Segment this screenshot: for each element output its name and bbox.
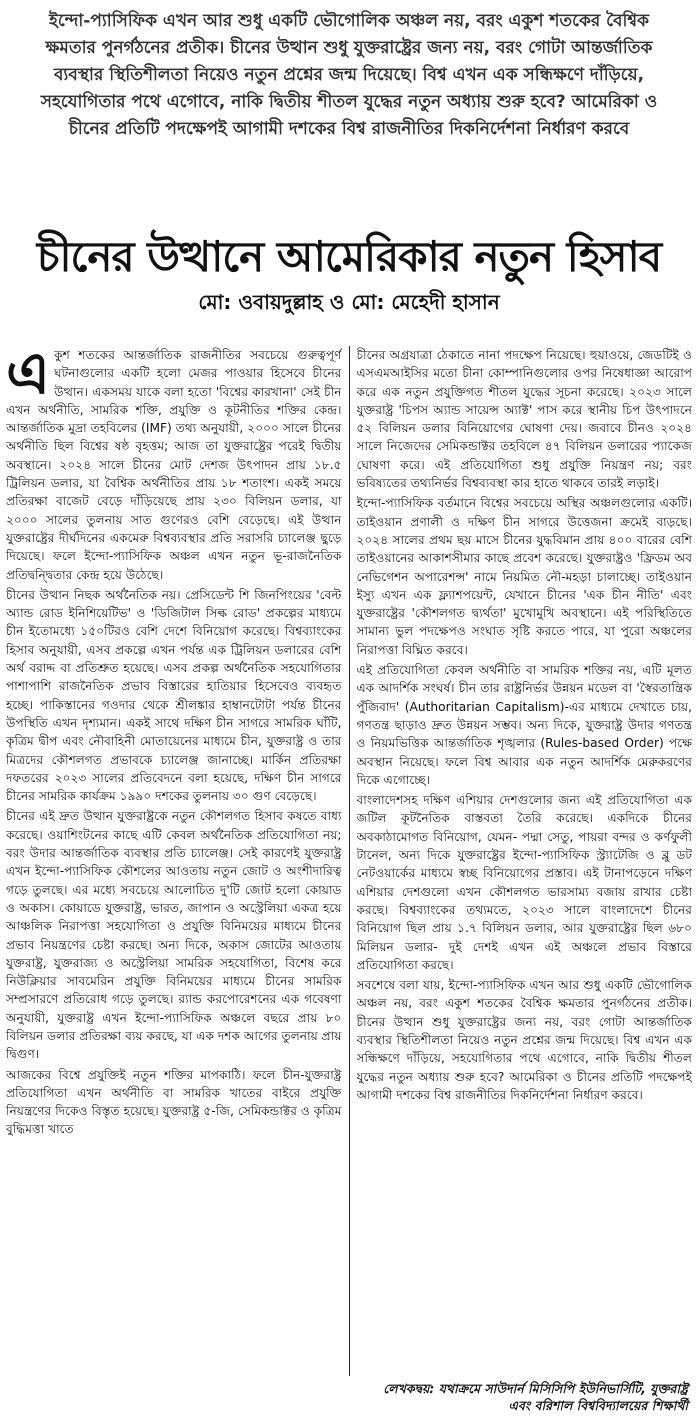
article-paragraph: চীনের এই দ্রুত উত্থান যুক্তরাষ্ট্রকে নতুন কৌশলগত হিসাব কষতে বাধ্য করেছে। ওয়াশিংটনের কাছে এটি কেবল অর্থনৈতিক প্রতিযোগিতা নয়; বরং উদার আন্তর্জাতিক ব্যবস্থার প্রতি চ্যালেঞ্জ। সেই কারণেই যুক্তরাষ্ট্র এখন ইন্দো-প্যাসিফিক কৌশলের আওতায় নতুন জোট ও অংশীদারিত্ব গড়ে তুলছে। এর মধ্যে সবচেয়ে আলোচিত দু'টি জোট হলো কোয়াড ও অকাস। কোয়াডে যুক্তরাষ্ট্র, ভারত, জাপান ও অস্ট্রেলিয়া একত্র হয়ে আঞ্চলিক নিরাপত্তা সহযোগিতা ও প্রযুক্তি বিনিময়ের মাধ্যমে চীনের প্রভাব নিয়ন্ত্রণের চেষ্টা করছে। অন্য দিকে, অকাস জোটের আওতায় যুক্তরাষ্ট্র, যুক্তরাজ্য ও অস্ট্রেলিয়া সামরিক সহযোগিতা, বিশেষ করে নিউক্লিয়ার সাবমেরিন প্রযুক্তি বিনিময়ের মাধ্যমে চীনের সামরিক সম্প্রসারণে প্রতিরোধ গড়ে তুলছে। র‍্যান্ড করপোরেশনের এক গবেষণা অনুযায়ী, যুক্তরাষ্ট্র এখন ইন্দো-প্যাসিফিক অঞ্চলে বছরে প্রায় ৮০ বিলিয়ন ডলার প্রতিরক্ষা ব্যয় করছে, যা এক দশক আগের তুলনায় প্রায় দ্বিগুণ।: [6, 809, 342, 1062]
article-paragraph: সবশেষে বলা যায়, ইন্দো-প্যাসিফিক এখন আর শুধু একটি ভৌগোলিক অঞ্চল নয়, বরং একুশ শতকের বৈশ্বিক ক্ষমতার পুনর্গঠনের প্রতীক। চীনের উত্থান শুধু যুক্তরাষ্ট্রের জন্য নয়, বরং গোটা আন্তর্জাতিক ব্যবস্থার স্থিতিশীলতা নিয়েও নতুন প্রশ্নের জন্ম দিয়েছে। বিশ্ব এখন এক সন্ধিক্ষণে দাঁড়িয়ে, সহযোগিতার পথে এগোবে, নাকি দ্বিতীয় শীতল যুদ্ধের নতুন অধ্যায় শুরু হবে? আমেরিকা ও চীনের প্রতিটি পদক্ষেপই আগামী দশকের বিশ্ব রাজনীতির দিকনির্দেশনা নির্ধারণ করবে।: [356, 978, 692, 1102]
column-right: [357, 346, 693, 1376]
drop-cap: এ: [6, 346, 51, 407]
article-paragraph: চীনের অগ্রযাত্রা ঠেকাতে নানা পদক্ষেপ নিয়েছে। হুয়াওয়ে, জেডটিই ও এসএমআইসির মতো চীনা কোম্পানিগুলোর ওপর নিষেধাজ্ঞা আরোপ করে এক নতুন প্রযুক্তিগত শীতল যুদ্ধের সূচনা করেছে। ২০২৩ সালে যুক্তরাষ্ট্র 'চিপস অ্যান্ড সায়েন্স অ্যাক্ট' পাস করে স্থানীয় চিপ উৎপাদনে ৫২ বিলিয়ন ডলার বিনিয়োগের ঘোষণা দেয়। জবাবে চীনও ২০২৪ সালে নিজেদের সেমিকন্ডাক্টর তহবিলে ৪৭ বিলিয়ন ডলারের প্যাকেজ ঘোষণা করে। এই প্রতিযোগিতা শুধু প্রযুক্তি নিয়ন্ত্রণ নয়; বরং ভবিষ্যতের তথ্যনির্ভর বিশ্বব্যবস্থা কার হাতে থাকবে তারই লড়াই।: [356, 348, 692, 491]
article-paragraph: চীনের উত্থান নিছক অর্থনৈতিক নয়। প্রেসিডেন্ট শি জিনপিংয়ের 'বেল্ট অ্যান্ড রোড ইনিশিয়েটিভ' ও 'ডিজিটাল সিল্ক রোড' প্রকল্পের মাধ্যমে চীন ইতোমধ্যে ১৫০টিরও বেশি দেশে বিনিয়োগ করেছে। বিশ্বব্যাংকের হিসাব অনুযায়ী, এসব প্রকল্পে এখন পর্যন্ত এক ট্রিলিয়ন ডলারের বেশি অর্থ বরাদ্দ বা প্রতিশ্রুত হয়েছে। এসব প্রকল্প অর্থনৈতিক সহযোগিতার পাশাপাশি রাজনৈতিক প্রভাব বিস্তারের হাতিয়ার হিসেবেও ব্যবহৃত হচ্ছে। পাকিস্তানের গওদার থেকে শ্রীলঙ্কার হাম্বানটোটা পর্যন্ত চীনের উপস্থিতি এখন দৃশ্যমান। একই সাথে দক্ষিণ চীন সাগরে সামরিক ঘাঁটি, কৃত্রিম দ্বীপ এবং নৌবাহিনী মোতায়েনের মাধ্যমে চীন, যুক্তরাষ্ট্র ও তার মিত্রদের কৌশলগত প্রভাবকে চ্যালেঞ্জ জানাচ্ছে। মার্কিন প্রতিরক্ষা দফতরের ২০২৩ সালের প্রতিবেদনে বলা হয়েছে, দক্ষিণ চীন সাগরে চীনের সামরিক কার্যক্রম ১৯৯০ দশকের তুলনায় ৩০ গুণ বেড়েছে।: [6, 587, 342, 804]
article-paragraph: এই প্রতিযোগিতা কেবল অর্থনীতি বা সামরিক শক্তির নয়, এটি মূলত এক আদর্শিক সংঘর্ষ। চীন তার রাষ্ট্রনির্ভর উন্নয়ন মডেল বা 'স্বৈরতান্ত্রিক পুঁজিবাদ' (Authoritarian Capitalism)-এর মাধ্যমে দেখাতে চায়, গণতন্ত্র ছাড়াও দ্রুত উন্নয়ন সম্ভব। অন্য দিকে, যুক্তরাষ্ট্র উদার গণতন্ত্র ও নিয়মভিত্তিক আন্তর্জাতিক শৃঙ্খলার (Rules-based Order) পক্ষে অবস্থান নিয়েছে। ফলে বিশ্ব আবার এক নতুন আদর্শিক মেরুকরণের দিকে এগোচ্ছে।: [356, 663, 692, 787]
paragraph-text: কুশ শতকের আন্তর্জাতিক রাজনীতির সবচেয়ে গুরুত্বপূর্ণ ঘটনাগুলোর একটি হলো মেজর পাওয়ার হিসেবে চীনের উত্থান। একসময় যাকে বলা হতো 'বিশ্বের কারখানা' সেই চীন এখন অর্থনীতি, সামরিক শক্তি, প্রযুক্তি ও কূটনীতির শক্তির কেন্দ্র। আন্তর্জাতিক মুদ্রা তহবিলের (IMF) তথ্য অনুযায়ী, ২০০০ সালে চীনের অর্থনীতি ছিল বিশ্বের ষষ্ঠ বৃহত্তম; আজ তা যুক্তরাষ্ট্রের পরেই দ্বিতীয় অবস্থানে। ২০২৪ সালে চীনের মোট দেশজ উৎপাদন প্রায় ১৮.৫ ট্রিলিয়ন ডলার, যা বৈশ্বিক অর্থনীতির প্রায় ১৮ শতাংশ। একই সময়ে প্রতিরক্ষা বাজেট বেড়ে দাঁড়িয়েছে প্রায় ২৩০ বিলিয়ন ডলার, যা ২০০০ সালের তুলনায় সাত গুণেরও বেশি বেড়েছে। এই উত্থান যুক্তরাষ্ট্রের দীর্ঘদিনের একমেরু বিশ্বব্যবস্থার প্রতি সরাসরি চ্যালেঞ্জ ছুড়ে দিয়েছে। ফলে ইন্দো-প্যাসিফিক অঞ্চল এখন নতুন ভূ-রাজনৈতিক প্রতিদ্বন্দ্বিতার কেন্দ্র হয়ে উঠেছে।: [6, 348, 342, 582]
column-left: [6, 346, 342, 1376]
headline: চীনের উত্থানে আমেরিকার নতুন হিসাব: [36, 232, 662, 281]
article-paragraph: বাংলাদেশসহ দক্ষিণ এশিয়ার দেশগুলোর জন্য এই প্রতিযোগিতা এক জটিল কূটনৈতিক বাস্তবতা তৈরি করেছে। একদিকে চীনের অবকাঠামোগত বিনিয়োগ, যেমন- পদ্মা সেতু, পায়রা বন্দর ও কর্ণফুলী টানেল, অন্য দিকে যুক্তরাষ্ট্রের ইন্দো-প্যাসিফিক স্ট্র্যাটেজি ও ব্লু ডট নেটওয়ার্কের মাধ্যমে স্বচ্ছ বিনিয়োগের প্রস্তাব। এই টানাপড়েনে দক্ষিণ এশিয়ার দেশগুলো এখন কৌশলগত ভারসাম্য বজায় রাখার চেষ্টা করছে। বিশ্বব্যাংকের তথ্যমতে, ২০২৩ সালে বাংলাদেশে চীনের বিনিয়োগ ছিল প্রায় ১.৭ বিলিয়ন ডলার, আর যুক্তরাষ্ট্রের ছিল ৬৮০ মিলিয়ন ডলার- দুই দেশই এখন এই অঞ্চলে প্রভাব বিস্তারে প্রতিযোগিতা করছে।: [356, 793, 692, 972]
article-paragraph: ইন্দো-প্যাসিফিক বর্তমানে বিশ্বের সবচেয়ে অস্থির অঞ্চলগুলোর একটি। তাইওয়ান প্রণালী ও দক্ষিণ চীন সাগরে উত্তেজনা ক্রমেই বাড়ছে। ২০২৪ সালের প্রথম ছয় মাসে চীনের যুদ্ধবিমান প্রায় ৪০০ বারের বেশি তাইওয়ানের আকাশসীমার কাছে প্রবেশ করেছে। যুক্তরাষ্ট্রও 'ফ্রিডম অব নেভিগেশন অপারেশন্স' নামে নিয়মিত নৌ-মহড়া চালাচ্ছে। তাইওয়ান ইস্যু এখন এক ফ্ল্যাশপয়েন্ট, যেখানে চীনের 'এক চীন নীতি' এবং যুক্তরাষ্ট্রের 'কৌশলগত দ্ব্যর্থতা' মুখোমুখি অবস্থানে। এই পরিস্থিতিতে সামান্য ভুল পদক্ষেপও সংঘাত সৃষ্টি করতে পারে, যা পুরো অঞ্চলের নিরাপত্তা বিঘ্নিত করবে।: [356, 496, 692, 657]
article-paragraph: [6, 346, 342, 584]
article-paragraph: আজকের বিশ্বে প্রযুক্তিই নতুন শক্তির মাপকাঠি। ফলে চীন-যুক্তরাষ্ট্র প্রতিযোগিতা এখন অর্থনীতি বা সামরিক খাতের বাইরে প্রযুক্তি নিয়ন্ত্রণের দিকেও বিস্তৃত হয়েছে। যুক্তরাষ্ট্র ৫-জি, সেমিকন্ডাক্টর ও কৃত্রিম বুদ্ধিমত্তা খাতে: [6, 1067, 342, 1137]
author-text: যথাক্রমে সাউদার্ন মিসিসিপি ইউনিভার্সিটি, যুক্তরাষ্ট্র এবং বরিশাল বিশ্ববিদ্যালয়ের শিক্ষার্থী: [438, 1381, 688, 1413]
author-note: [358, 1380, 688, 1414]
author-label: লেখকদ্বয়:: [383, 1381, 435, 1396]
article-columns: [6, 346, 692, 1376]
byline: মো: ওবায়দুল্লাহ ও মো: মেহেদী হাসান: [198, 290, 500, 314]
column-divider: [349, 346, 350, 1376]
intro-blurb: ইন্দো-প্যাসিফিক এখন আর শুধু একটি ভৌগোলিক অঞ্চল নয়, বরং একুশ শতকের বৈশ্বিক ক্ষমতার পুনর্গঠনের প্রতীক। চীনের উত্থান শুধু যুক্তরাষ্ট্রের জন্য নয়, বরং গোটা আন্তর্জাতিক ব্যবস্থার স্থিতিশীলতা নিয়েও নতুন প্রশ্নের জন্ম দিয়েছে। বিশ্ব এখন এক সন্ধিক্ষণে দাঁড়িয়ে, সহযোগিতার পথে এগোবে, নাকি দ্বিতীয় শীতল যুদ্ধের নতুন অধ্যায় শুরু হবে? আমেরিকা ও চীনের প্রতিটি পদক্ষেপই আগামী দশকের বিশ্ব রাজনীতির দিকনির্দেশনা নির্ধারণ করবে: [40, 11, 658, 139]
